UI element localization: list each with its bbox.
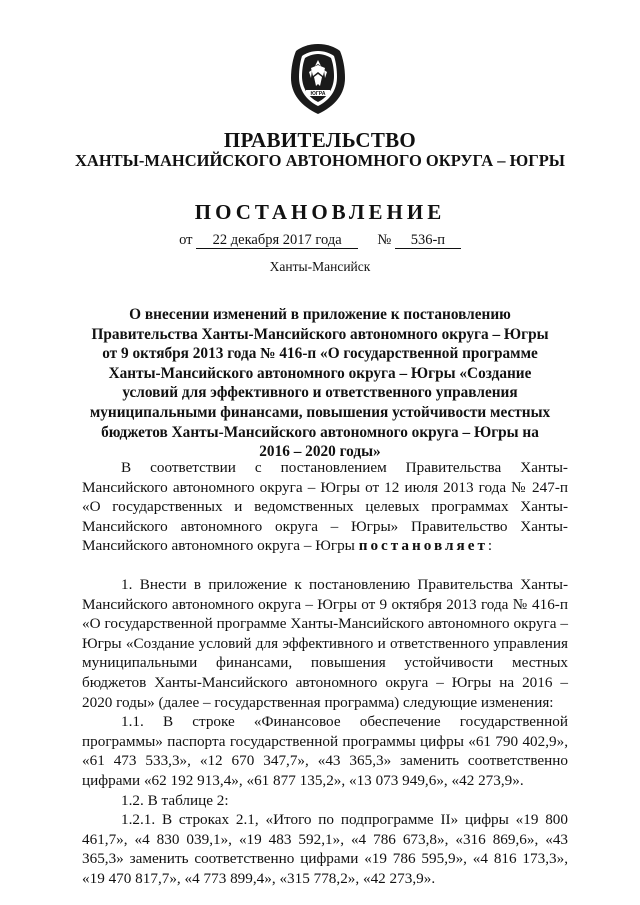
paragraph-1-2-1: 1.2.1. В строках 2.1, «Итого по подпрограмме II» цифры «19 800 461,7», «4 830 039,1», «19 483 592,1», «4 786 673,8», «316 869,6», «43 365,3» заменить соответственно цифрами «19 786 595,9», «4 816 173,3», «19 470 817,7», «4 773 899,4», «315 778,2», «42 273,9». xyxy=(82,811,568,887)
preamble-text: В соответствии с постановлением Правительства Ханты-Мансийского автономного округа – Югры от 12 июля 2013 года № 247-п «О государственных и ведомственных целевых программах Ханты-Мансийского автономного округа – Югры» Правительство Ханты-Мансийского автономного округа – Югры xyxy=(82,459,568,555)
coat-of-arms-icon xyxy=(287,42,349,116)
number-label: № xyxy=(377,232,392,248)
document-heading: О внесении изменений в приложение к постановлению Правительства Ханты-Мансийского автономного округа – Югры от 9 октября 2013 года № 416-п «О государственной программе Ханты-Мансийского автономного округа – Югры «Создание условий для эффективного и ответственного управления муниципальными финансами, повышения устойчивости местных бюджетов Ханты-Мансийского автономного округа – Югры на 2016 – 2020 годы» xyxy=(89,306,551,461)
document-type: ПОСТАНОВЛЕНИЕ xyxy=(194,200,446,224)
document-date: 22 декабря 2017 года xyxy=(196,233,358,249)
preamble-paragraph xyxy=(82,458,568,556)
paragraph-1-1: 1.1. В строке «Финансовое обеспечение государственной программы» паспорта государственной программы цифры «61 790 402,9», «61 473 533,3», «12 670 347,7», «43 365,3» заменить соответственно цифрами «62 192 913,4», «61 877 135,2», «13 073 949,6», «42 273,9». xyxy=(82,713,568,789)
paragraph-1: 1. Внести в приложение к постановлению Правительства Ханты-Мансийского автономного округа – Югры от 9 октября 2013 года № 416-п «О государственной программе Ханты-Мансийского автономного округа – Югры «Создание условий для эффективного и ответственного управления муниципальными финансами, повышения устойчивости местных бюджетов Ханты-Мансийского автономного округа – Югры на 2016 – 2020 годы» (далее – государственная программа) следующие изменения: xyxy=(82,575,568,711)
decree-colon: : xyxy=(487,537,493,555)
document-number: 536-п xyxy=(395,233,461,249)
government-title: ПРАВИТЕЛЬСТВО xyxy=(223,128,417,152)
decree-word: постановляет xyxy=(358,537,488,555)
emblem-text: ЮГРА xyxy=(310,91,326,98)
region-title: ХАНТЫ-МАНСИЙСКОГО АВТОНОМНОГО ОКРУГА – ЮГРЫ xyxy=(75,151,565,170)
document-body xyxy=(82,458,568,888)
date-number-line xyxy=(0,232,640,249)
from-label: от xyxy=(179,232,193,248)
place-of-issue: Ханты-Мансийск xyxy=(269,259,371,274)
paragraph-1-2: 1.2. В таблице 2: xyxy=(121,791,229,809)
